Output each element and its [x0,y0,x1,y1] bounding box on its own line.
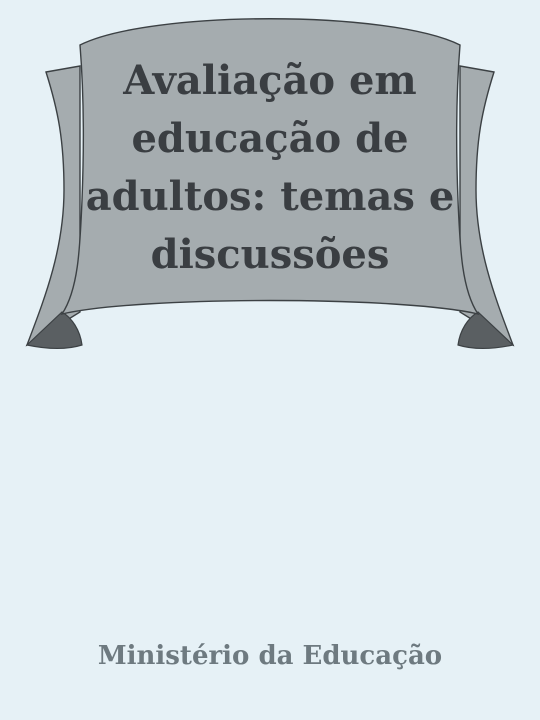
title-line-1: Avaliação em [123,57,417,104]
title-line-4: discussões [150,231,390,278]
publisher-name: Ministério da Educação [97,641,443,671]
title-line-2: educação de [131,115,409,162]
book-title [80,52,460,284]
title-line-3: adultos: temas e [85,173,455,220]
